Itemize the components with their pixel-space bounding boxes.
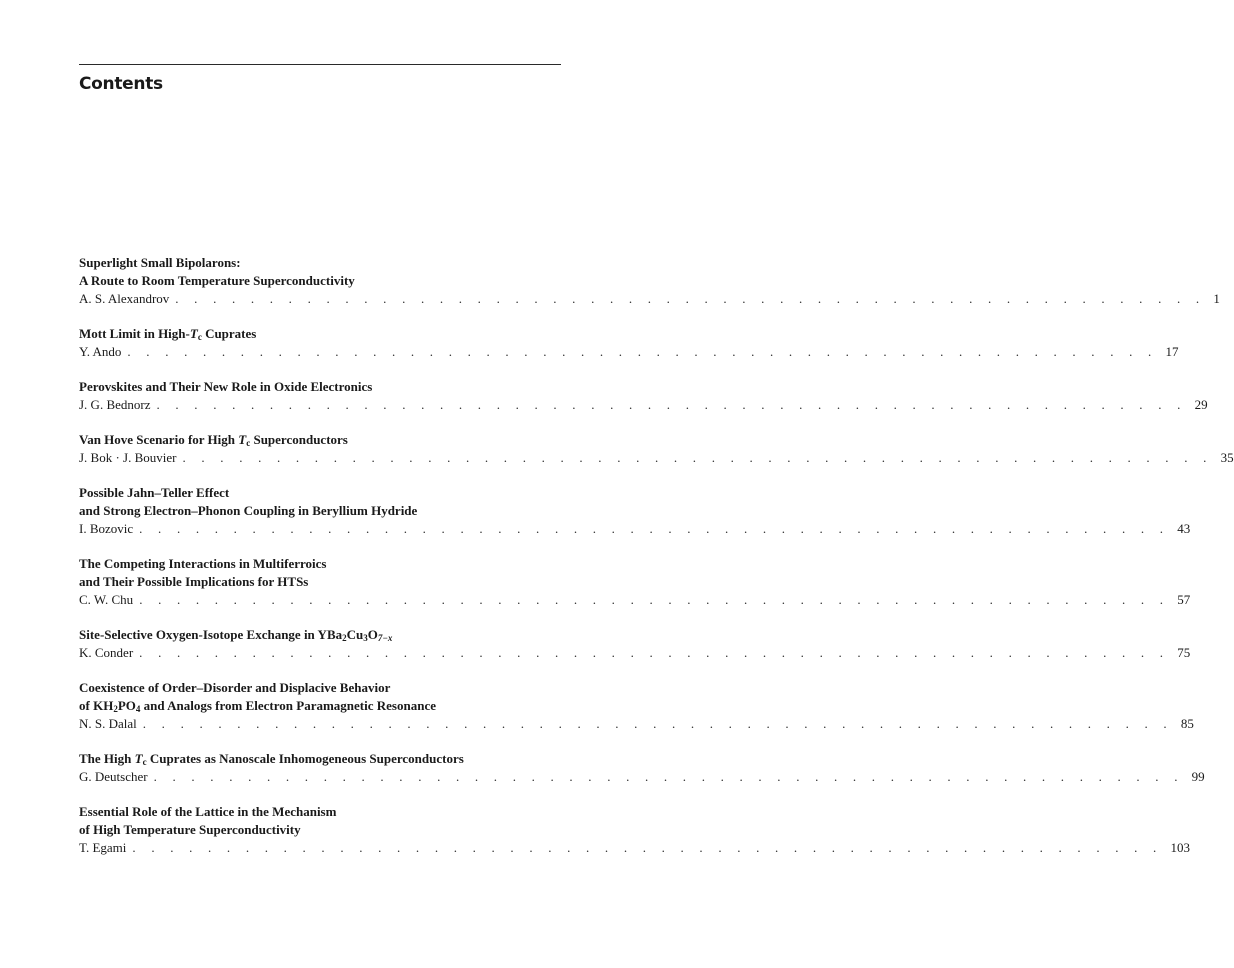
title-text: Cuprates	[201, 326, 257, 341]
title-subscript: 3	[363, 633, 368, 643]
title-text: Cu	[346, 627, 364, 642]
entry-author: N. S. Dalal	[79, 716, 137, 731]
entry-title-continued: of High Temperature Superconductivity	[79, 822, 301, 837]
dot-leader: . . . . . . . . . . . . . . . . . . . . . . . . . . . . . . . . . . . . . . . . . . . . . . . . . . . . . . .	[153, 769, 1184, 784]
table-of-contents	[79, 254, 1234, 874]
entry-author: K. Conder	[79, 645, 134, 660]
title-text: Mott Limit in High-	[79, 326, 190, 341]
title-text: Van Hove Scenario for High	[79, 432, 239, 447]
title-symbol: T	[189, 326, 198, 341]
toc-entry[interactable]	[79, 325, 1179, 361]
entry-author: A. S. Alexandrov	[79, 291, 170, 306]
title-text: Site-Selective Oxygen-Isotope Exchange in YBa	[79, 627, 343, 642]
title-subscript: c	[197, 332, 202, 342]
dot-leader: . . . . . . . . . . . . . . . . . . . . . . . . . . . . . . . . . . . . . . . . . . . . . . . . . . . . . . .	[139, 521, 1170, 536]
entry-author: J. Bok · J. Bouvier	[79, 450, 177, 465]
entry-title: Coexistence of Order–Disorder and Displacive Behavior	[79, 680, 391, 695]
toc-entry[interactable]	[79, 378, 1208, 414]
entry-author-line	[79, 343, 1179, 361]
entry-title: Perovskites and Their New Role in Oxide Electronics	[79, 379, 373, 394]
entry-page-number: 99	[1191, 769, 1205, 784]
entry-page-number: 57	[1177, 592, 1191, 607]
toc-entry[interactable]	[79, 679, 1194, 733]
dot-leader: . . . . . . . . . . . . . . . . . . . . . . . . . . . . . . . . . . . . . . . . . . . . . . . . . . . . . . .	[127, 344, 1158, 359]
title-text: Cuprates as Nanoscale Inhomogeneous Superconductors	[146, 751, 464, 766]
entry-page-number: 35	[1220, 450, 1234, 465]
entry-title: Possible Jahn–Teller Effect	[79, 485, 230, 500]
title-text: of KH	[79, 698, 114, 713]
entry-page-number: 17	[1165, 344, 1179, 359]
entry-title-continued	[79, 697, 561, 715]
title-subscript: 2	[342, 633, 347, 643]
entry-author-line	[79, 591, 1191, 609]
dot-leader: . . . . . . . . . . . . . . . . . . . . . . . . . . . . . . . . . . . . . . . . . . . . . . . . . . . . . . .	[132, 840, 1163, 855]
dot-leader: . . . . . . . . . . . . . . . . . . . . . . . . . . . . . . . . . . . . . . . . . . . . . . . . . . . . . . .	[156, 397, 1187, 412]
entry-page-number: 1	[1213, 291, 1220, 306]
page-title: Contents	[79, 74, 163, 94]
title-symbol: T	[134, 751, 143, 766]
entry-page-number: 103	[1170, 840, 1190, 855]
entry-title-continued: and Strong Electron–Phonon Coupling in Beryllium Hydride	[79, 503, 418, 518]
title-subscript: c	[246, 438, 251, 448]
entry-author: I. Bozovic	[79, 521, 134, 536]
entry-title	[79, 626, 561, 644]
entry-author-line	[79, 396, 1208, 414]
entry-author-line	[79, 290, 1220, 308]
entry-title-continued: and Their Possible Implications for HTSs	[79, 574, 309, 589]
entry-title-continued: A Route to Room Temperature Superconductivity	[79, 273, 355, 288]
entry-title: The Competing Interactions in Multiferroics	[79, 556, 327, 571]
entry-author-line	[79, 715, 1194, 733]
entry-author: C. W. Chu	[79, 592, 134, 607]
title-subscript: 2	[113, 704, 118, 714]
entry-author-line	[79, 520, 1191, 538]
top-rule	[79, 64, 561, 65]
dot-leader: . . . . . . . . . . . . . . . . . . . . . . . . . . . . . . . . . . . . . . . . . . . . . . . . . . . . . . .	[175, 291, 1206, 306]
entry-author-line	[79, 768, 1205, 786]
title-text: PO	[117, 698, 136, 713]
title-subscript: 4	[135, 704, 141, 714]
entry-author-line	[79, 644, 1191, 662]
toc-entry[interactable]	[79, 750, 1205, 786]
entry-author: T. Egami	[79, 840, 127, 855]
dot-leader: . . . . . . . . . . . . . . . . . . . . . . . . . . . . . . . . . . . . . . . . . . . . . . . . . . . . . . .	[182, 450, 1213, 465]
entry-title	[79, 750, 561, 768]
entry-author: G. Deutscher	[79, 769, 148, 784]
entry-title: Essential Role of the Lattice in the Mechanism	[79, 804, 337, 819]
dot-leader: . . . . . . . . . . . . . . . . . . . . . . . . . . . . . . . . . . . . . . . . . . . . . . . . . . . . . . .	[139, 592, 1170, 607]
entry-author-line	[79, 839, 1190, 857]
entry-author-line	[79, 449, 1234, 467]
entry-title	[79, 325, 561, 343]
entry-page-number: 85	[1180, 716, 1194, 731]
title-subscript: c	[142, 757, 147, 767]
entry-title: Superlight Small Bipolarons:	[79, 255, 241, 270]
dot-leader: . . . . . . . . . . . . . . . . . . . . . . . . . . . . . . . . . . . . . . . . . . . . . . . . . . . . . . .	[142, 716, 1173, 731]
title-text: The High	[79, 751, 135, 766]
entry-page-number: 29	[1194, 397, 1208, 412]
title-text: Superconductors	[250, 432, 348, 447]
toc-entry[interactable]	[79, 626, 1191, 662]
title-subscript: 7−x	[377, 633, 393, 643]
entry-title	[79, 431, 561, 449]
entry-author: J. G. Bednorz	[79, 397, 151, 412]
entry-author: Y. Ando	[79, 344, 122, 359]
toc-entry[interactable]	[79, 431, 1234, 467]
toc-entry[interactable]	[79, 555, 1191, 609]
dot-leader: . . . . . . . . . . . . . . . . . . . . . . . . . . . . . . . . . . . . . . . . . . . . . . . . . . . . . . .	[139, 645, 1170, 660]
entry-page-number: 43	[1177, 521, 1191, 536]
toc-entry[interactable]	[79, 803, 1190, 857]
title-text: and Analogs from Electron Paramagnetic Resonance	[140, 698, 436, 713]
title-text: O	[367, 627, 378, 642]
entry-page-number: 75	[1177, 645, 1191, 660]
toc-entry[interactable]	[79, 254, 1220, 308]
toc-entry[interactable]	[79, 484, 1191, 538]
title-symbol: T	[238, 432, 247, 447]
